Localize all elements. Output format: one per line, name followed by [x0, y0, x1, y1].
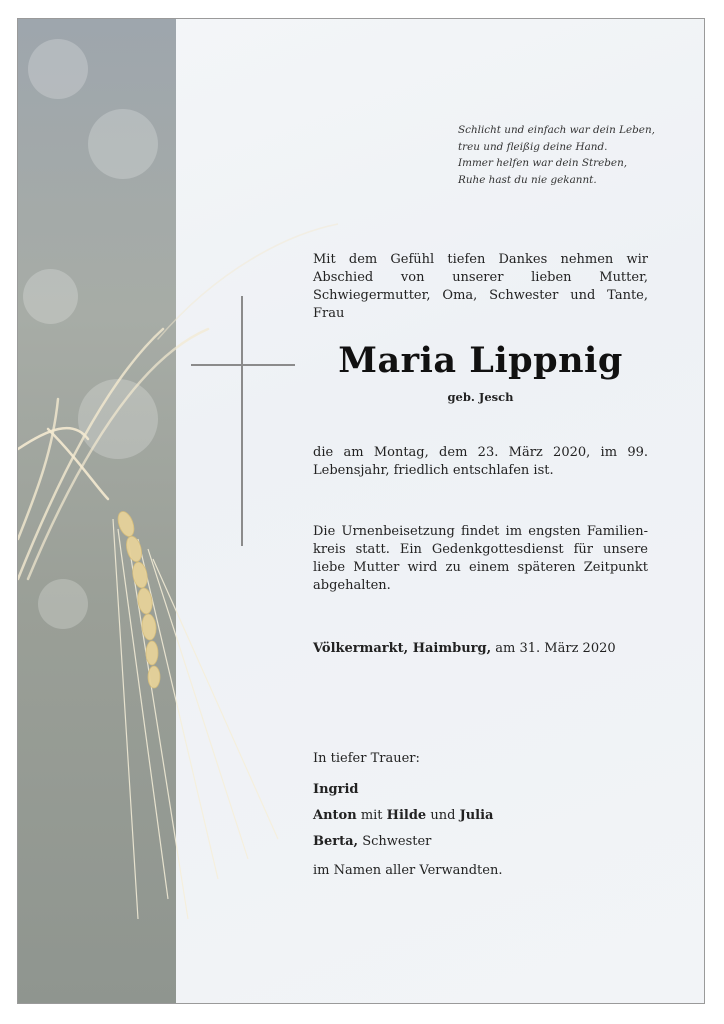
mourner-name: Ingrid: [313, 782, 359, 797]
mourner-line: [313, 833, 648, 851]
mourners-heading: In tiefer Trauer:: [313, 751, 420, 766]
date: am 31. März 2020: [495, 641, 616, 656]
place-date: [313, 640, 648, 658]
deceased-name: Maria Lippnig: [338, 340, 623, 381]
cross-icon-bar: [191, 364, 295, 366]
mourner-name: Berta,: [313, 834, 359, 849]
poem-line: Ruhe hast du nie gekannt.: [458, 173, 597, 186]
urn-notice: Die Urnenbeisetzung findet im engsten Familienkreis statt. Ein Gedenkgottesdienst für unsere liebe Mutter wird zu einem späteren Zeitpunkt abgehalten.: [313, 524, 648, 593]
birth-name: geb. Jesch: [447, 390, 514, 404]
obituary-card: [17, 18, 705, 1004]
mourner-name: Hilde: [386, 808, 427, 823]
intro-text: Mit dem Gefühl tiefen Dankes nehmen wir Abschied von unserer lieben Mutter, Schwiegermutter, Oma, Schwester und Tante, Frau: [313, 252, 648, 321]
mourner-name: Anton: [313, 808, 357, 823]
death-notice: die am Montag, dem 23. März 2020, im 99. Lebensjahr, friedlich entschlafen ist.: [313, 445, 648, 478]
poem-line: treu und fleißig deine Hand.: [458, 140, 608, 153]
cross-icon: [241, 296, 243, 546]
mourner-name: Julia: [459, 808, 494, 823]
connector: und: [430, 808, 456, 823]
poem: [458, 122, 698, 188]
mourner-line: [313, 781, 648, 799]
poem-line: Immer helfen war dein Streben,: [458, 157, 628, 169]
connector: mit: [360, 808, 383, 823]
mourners-closing: im Namen aller Verwandten.: [313, 863, 503, 878]
mourner-role: Schwester: [362, 834, 432, 849]
wheat-stalk-image: [18, 19, 338, 1004]
places: Völkermarkt, Haimburg,: [313, 641, 492, 656]
mourner-line: [313, 807, 648, 825]
portrait-photo: [312, 55, 428, 223]
poem-line: Schlicht und einfach war dein Leben,: [458, 124, 655, 136]
